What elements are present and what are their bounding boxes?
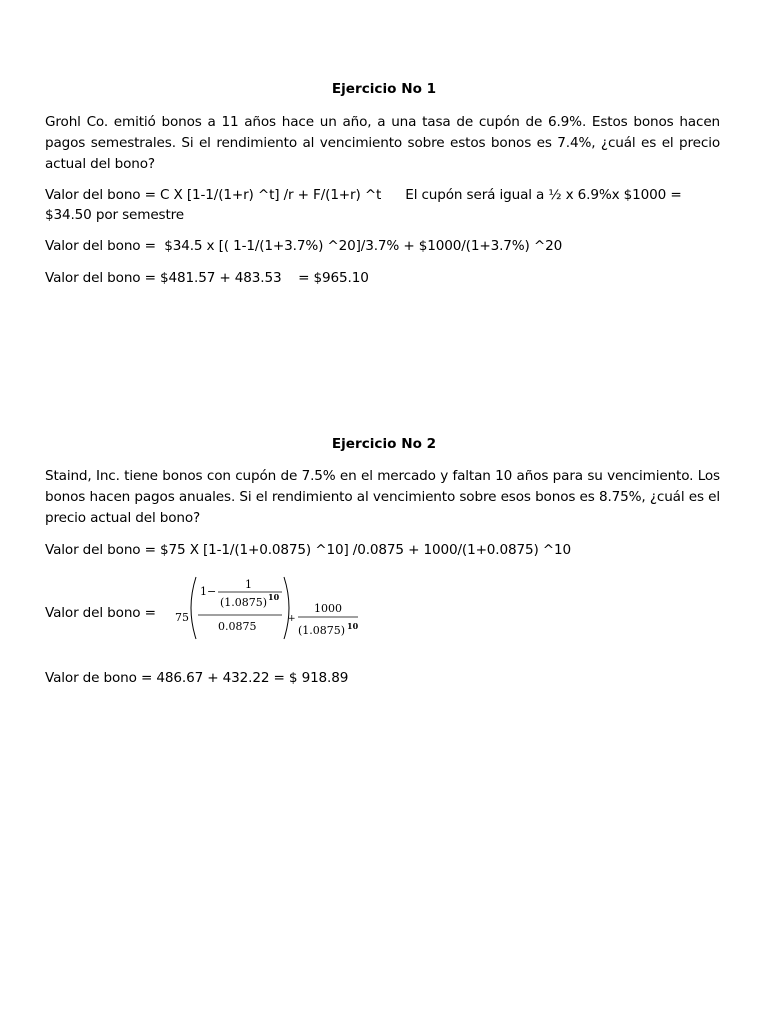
ejercicio-1-formula-general: Valor del bono = C X [1-1/(1+r) ^t] /r + F/(1+r) ^t (45, 187, 382, 203)
formula-inner-exponent: 10 (268, 592, 280, 602)
ejercicio-1-formula-line (45, 185, 682, 205)
formula-inner-numerator: 1 (245, 578, 252, 591)
formula-face-value: 1000 (314, 602, 342, 615)
formula-left-paren (191, 577, 196, 639)
formula-inner-base: (1.0875) (220, 596, 268, 609)
ejercicio-1-problem: Grohl Co. emitió bonos a 11 años hace un año, a una tasa de cupón de 6.9%. Estos bonos hacen pagos semestrales. Si el rendimiento al vencimiento sobre estos bonos es 7.4%, ¿cuál es el precio actual del bono? (45, 114, 720, 172)
ejercicio-2-formula (170, 573, 370, 643)
formula-coefficient: 75 (175, 611, 189, 624)
formula-one-minus: 1− (200, 585, 217, 598)
ejercicio-1-coupon-note: El cupón será igual a ½ x 6.9%x $1000 = (405, 187, 682, 203)
ejercicio-1-step-1: Valor del bono = $34.5 x [( 1-1/(1+3.7%) ^20]/3.7% + $1000/(1+3.7%) ^20 (45, 238, 563, 254)
ejercicio-1-coupon-note-cont: $34.50 por semestre (45, 207, 185, 223)
ejercicio-2-formula-label: Valor del bono = (45, 605, 156, 621)
formula-right-paren (284, 577, 289, 639)
ejercicio-1-title: Ejercicio No 1 (331, 81, 437, 97)
ejercicio-2-step-1: Valor del bono = $75 X [1-1/(1+0.0875) ^10] /0.0875 + 1000/(1+0.0875) ^10 (45, 542, 572, 558)
ejercicio-2-result: Valor de bono = 486.67 + 432.22 = $ 918.89 (45, 670, 349, 686)
formula-second-base: (1.0875) (298, 624, 346, 637)
formula-denominator: 0.0875 (218, 620, 257, 633)
bond-price-formula (170, 573, 370, 643)
ejercicio-1-step-2: Valor del bono = $481.57 + 483.53 = $965.10 (45, 270, 369, 286)
formula-second-exponent: 10 (347, 621, 359, 631)
ejercicio-2-title: Ejercicio No 2 (331, 436, 437, 452)
ejercicio-2-problem: Staind, Inc. tiene bonos con cupón de 7.5% en el mercado y faltan 10 años para su vencimiento. Los bonos hacen pagos anuales. Si el rendimiento al vencimiento sobre esos bonos es 8.75%, ¿cuál es el precio actual del bono? (45, 468, 720, 526)
formula-plus: + (288, 614, 296, 624)
